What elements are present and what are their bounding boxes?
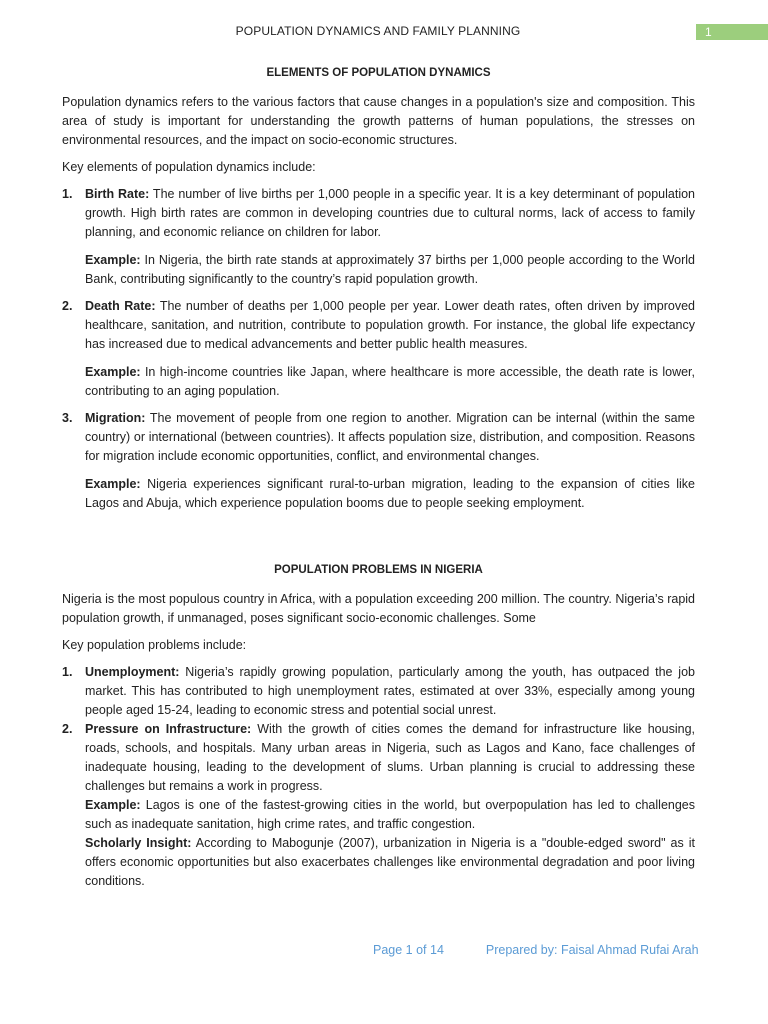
term-text: The movement of people from one region to another. Migration can be internal (within the same country) or international (between countries). It affects population size, distribution, and composition. Reasons for migration include economic opportunities, conflict, and environmental changes.	[85, 411, 695, 463]
example-text: Lagos is one of the fastest-growing cities in the world, but overpopulation has led to challenges such as inadequate sanitation, high crime rates, and traffic congestion.	[85, 798, 695, 831]
example-label: Example:	[85, 253, 141, 267]
section-title: ELEMENTS OF POPULATION DYNAMICS	[266, 67, 491, 79]
term-label: Death Rate:	[85, 299, 156, 313]
intro-paragraph: Nigeria is the most populous country in Africa, with a population exceeding 200 million. The country. Nigeria’s rapid population growth, if unmanaged, poses significant socio-economic challenges. Some	[62, 592, 695, 625]
list-number: 2.	[62, 299, 73, 313]
list-item	[62, 409, 695, 513]
term-text: The number of live births per 1,000 people in a specific year. It is a key determinant of population growth. High birth rates are common in developing countries due to cultural norms, lack of access to family planning, and economic reliance on children for labor.	[85, 187, 695, 239]
list-item	[62, 663, 695, 720]
footer-page-count: Page 1 of 14	[373, 943, 444, 957]
example-block	[85, 251, 695, 289]
term-label: Migration:	[85, 411, 146, 425]
example-text: Nigeria experiences significant rural-to-urban migration, leading to the expansion of cities like Lagos and Abuja, which experience population booms due to people seeking employment.	[85, 477, 695, 510]
running-header-title: POPULATION DYNAMICS AND FAMILY PLANNING	[235, 24, 521, 38]
page-footer	[373, 943, 699, 957]
list-item	[62, 297, 695, 401]
footer-author: Prepared by: Faisal Ahmad Rufai Arah	[485, 943, 699, 957]
intro-paragraph: Population dynamics refers to the various factors that cause changes in a population's size and composition. This area of study is important for understanding the growth patterns of human populations, the stresses on environmental resources, and the impact on socio-economic structures.	[62, 95, 695, 147]
section-population-problems	[62, 561, 695, 891]
example-block	[85, 796, 695, 834]
insight-text: According to Mabogunje (2007), urbanization in Nigeria is a "double-edged sword" as it offers economic opportunities but also exacerbates challenges like environmental degradation and poor living conditions.	[85, 836, 695, 888]
example-text: In Nigeria, the birth rate stands at approximately 37 births per 1,000 people according to the World Bank, contributing significantly to the country’s rapid population growth.	[85, 253, 695, 286]
term-text: Nigeria’s rapidly growing population, particularly among the youth, has outpaced the job market. This has contributed to high unemployment rates, estimated at over 33%, especially among young people aged 15-24, leading to economic stress and potential social unrest.	[85, 665, 695, 717]
example-label: Example:	[85, 365, 141, 379]
list-number: 1.	[62, 665, 73, 679]
term-label: Pressure on Infrastructure:	[85, 722, 252, 736]
list-number: 2.	[62, 722, 73, 736]
term-text: The number of deaths per 1,000 people per year. Lower death rates, often driven by improved healthcare, sanitation, and nutrition, contribute to population growth. For instance, the global life expectancy has increased due to medical advancements and better public health measures.	[85, 299, 695, 351]
list-number: 1.	[62, 187, 73, 201]
term-label: Birth Rate:	[85, 187, 150, 201]
example-block	[85, 363, 695, 401]
list-item	[62, 720, 695, 891]
insight-block	[85, 834, 695, 891]
example-label: Example:	[85, 798, 141, 812]
problems-list	[62, 663, 695, 891]
example-block	[85, 475, 695, 513]
example-text: In high-income countries like Japan, where healthcare is more accessible, the death rate is lower, contributing to an aging population.	[85, 365, 695, 398]
page-number-badge: 1	[696, 24, 768, 40]
lead-paragraph: Key population problems include:	[62, 638, 247, 652]
example-label: Example:	[85, 477, 141, 491]
term-label: Unemployment:	[85, 665, 180, 679]
list-number: 3.	[62, 411, 73, 425]
insight-label: Scholarly Insight:	[85, 836, 192, 850]
section-population-dynamics	[62, 64, 695, 513]
lead-paragraph: Key elements of population dynamics include:	[62, 160, 316, 174]
section-title: POPULATION PROBLEMS IN NIGERIA	[274, 564, 483, 576]
elements-list	[62, 185, 695, 513]
list-item	[62, 185, 695, 289]
term-text: With the growth of cities comes the demand for infrastructure like housing, roads, schools, and hospitals. Many urban areas in Nigeria, such as Lagos and Kano, face challenges of inadequate housing, leading to the development of slums. Urban planning is crucial to addressing these challenges but remains a work in progress.	[85, 722, 695, 793]
